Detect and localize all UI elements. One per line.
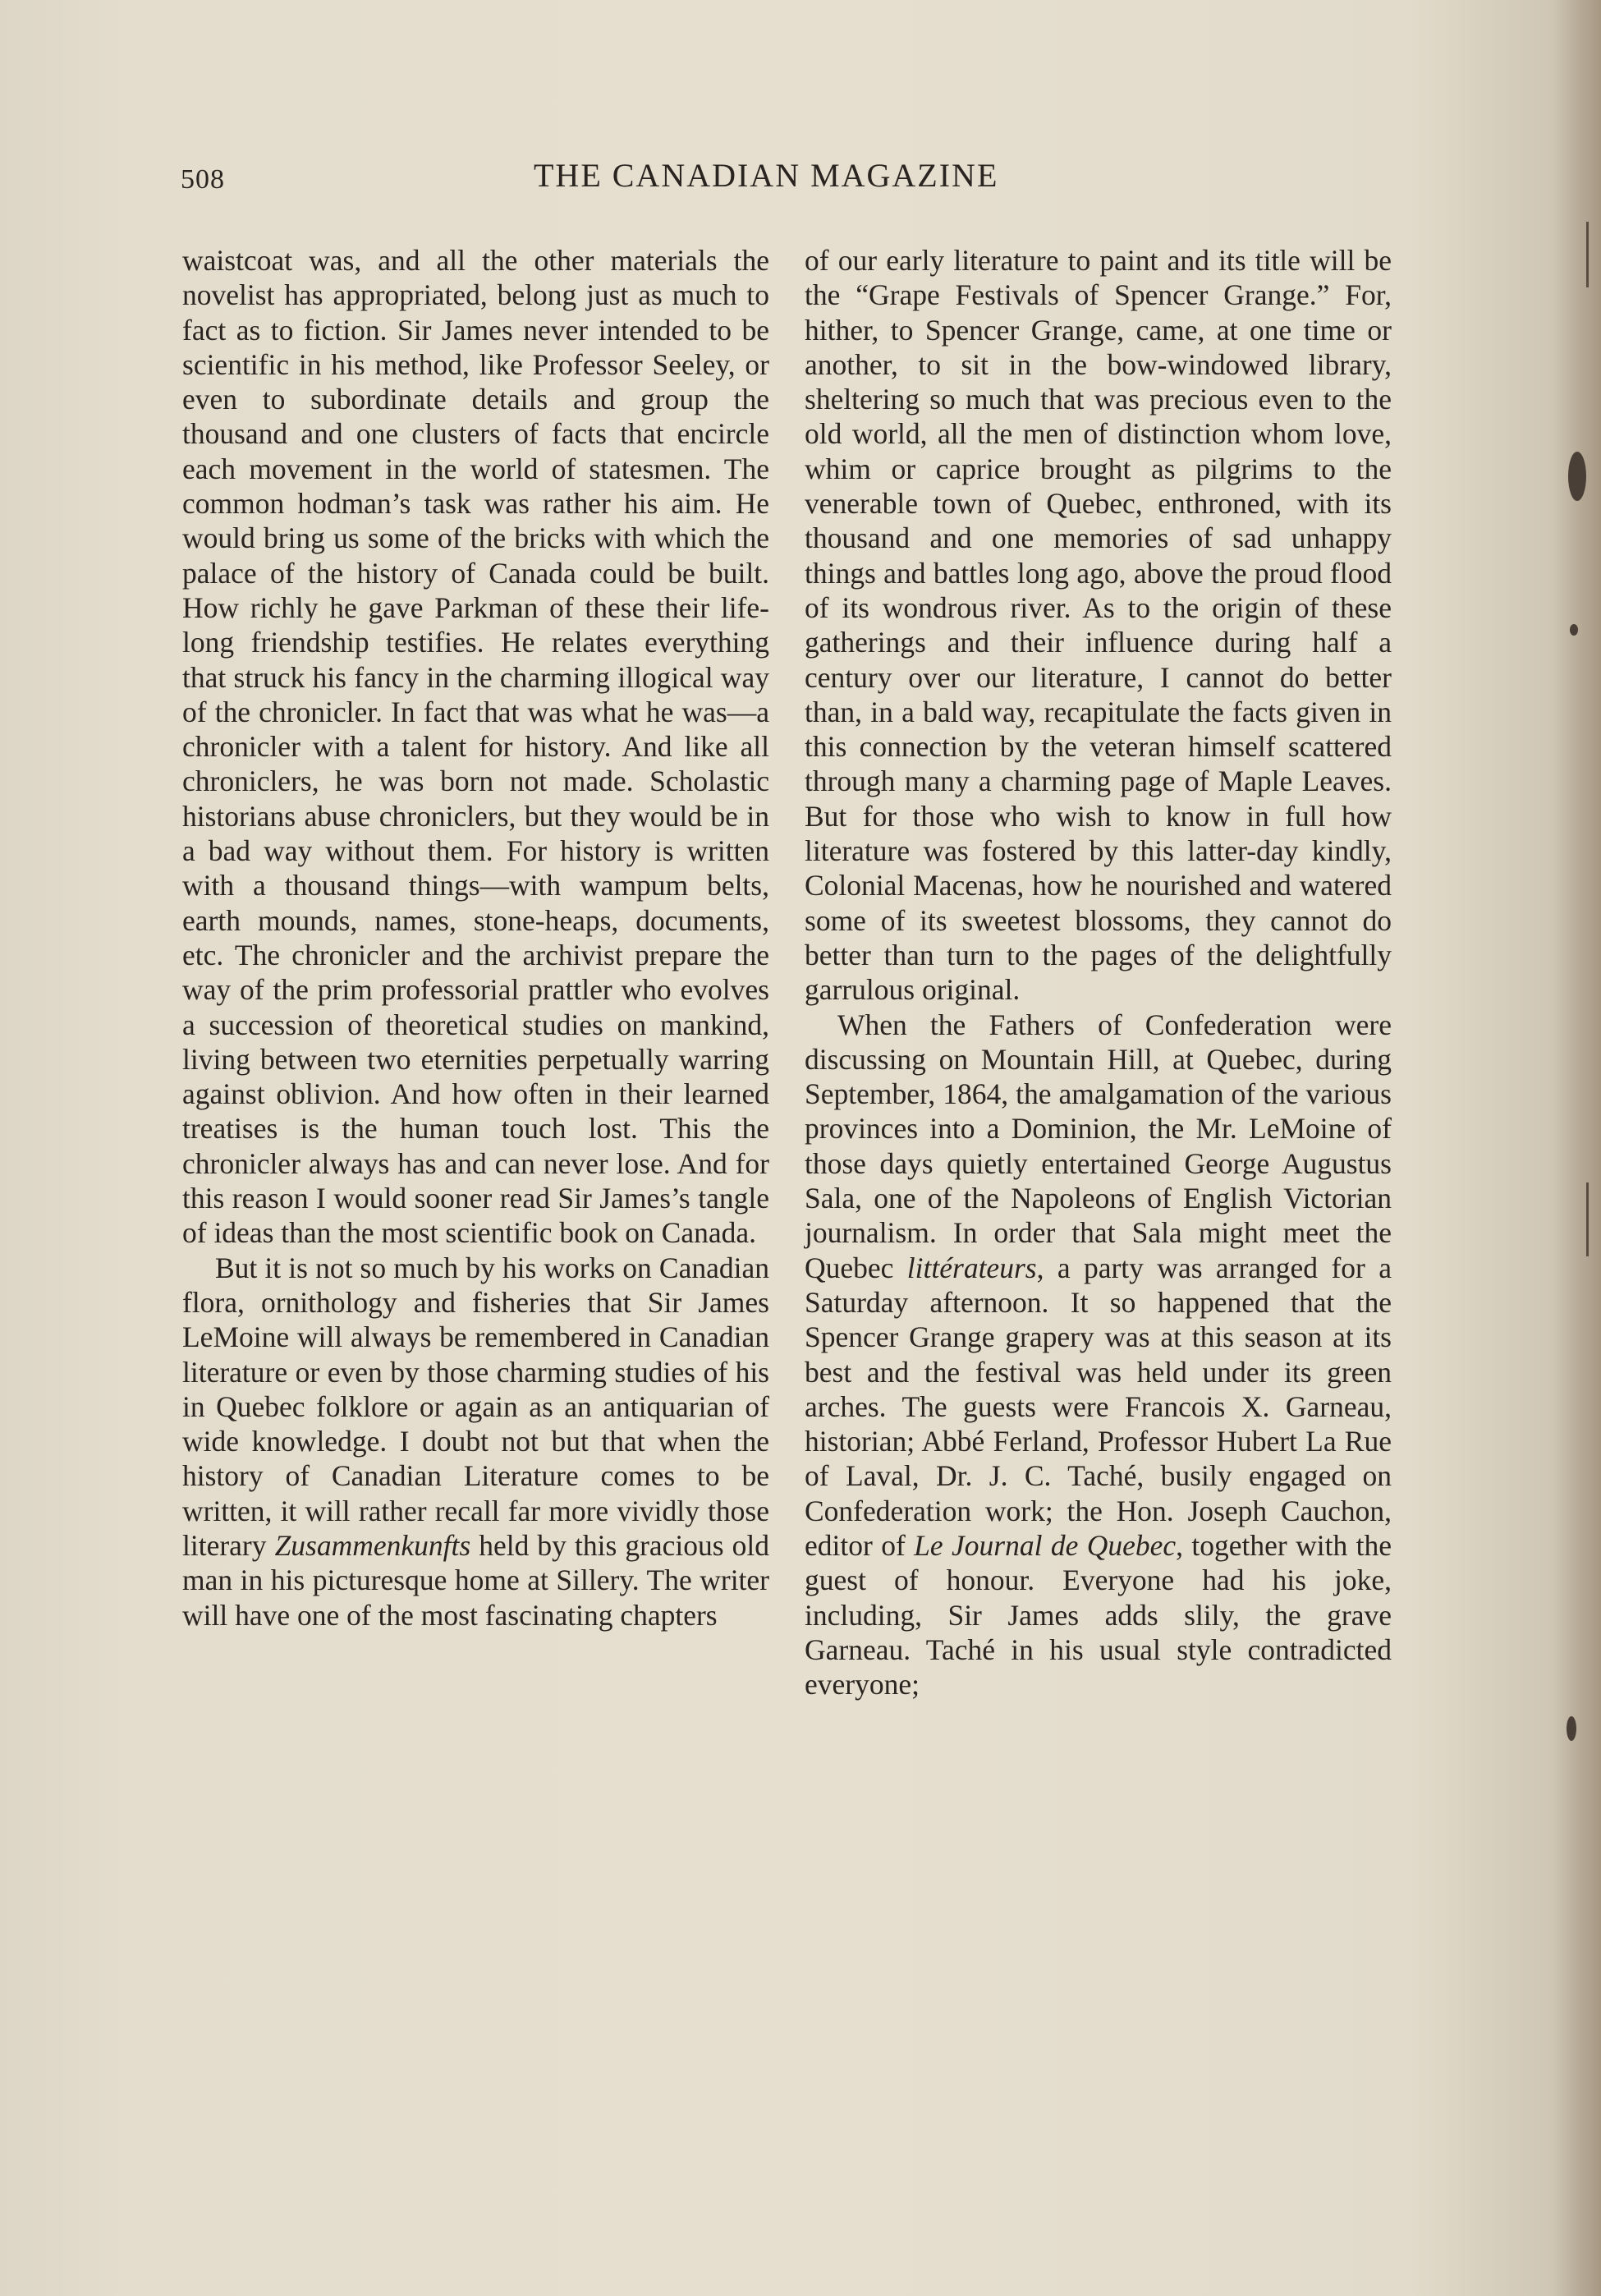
running-head: THE CANADIAN MAGAZINE — [534, 157, 999, 194]
left-paragraph-2 — [182, 1251, 769, 1632]
left-paragraph-1: waistcoat was, and all the other materials the novelist has appropriated, belong just as much to fact as to fiction. Sir James never intended to be scientific in his method, like Professor Seeley, or even to subordinate details and group the thousand and one clusters of facts that encircle each movement in the world of statesmen. The common hodman’s task was rather his aim. He would bring us some of the bricks with which the palace of the history of Canada could be built. How richly he gave Parkman of these their life-long friendship testifies. He relates everything that struck his fancy in the charming illogical way of the chronicler. In fact that was what he was—a chronicler with a talent for history. And like all chroniclers, he was born not made. Scholastic historians abuse chroniclers, but they would be in a bad way without them. For history is written with a thousand things—with wampum belts, earth mounds, names, stone-heaps, documents, etc. The chronicler and the archivist prepare the way of the prim professorial prattler who evolves a succession of theoretical studies on mankind, living between two eternities perpetually warring against oblivion. And how often in their learned treatises is the human touch lost. This the chronicler always has and can never lose. And for this reason I would sooner read Sir James’s tangle of ideas than the most scientific book on Canada. — [182, 244, 769, 1250]
right-paragraph-2-italic-1: littérateurs — [906, 1251, 1037, 1284]
right-paragraph-2 — [805, 1008, 1392, 1702]
right-paragraph-2-text-a: When the Fathers of Confederation were discussing on Mountain Hill, at Quebec, during September, 1864, the amalgamation of the various provinces into a Dominion, the Mr. LeMoine of those days quietly entertained George Augustus Sala, one of the Napoleons of English Victorian journalism. In order that Sala might meet the Quebec — [805, 1008, 1392, 1284]
right-paragraph-1: of our early literature to paint and its title will be the “Grape Festivals of Spencer Grange.” For, hither, to Spencer Grange, came, at one time or another, to sit in the bow-windowed library, sheltering so much that was precious even to the old world, all the men of distinction whom love, whim or caprice brought as pilgrims to the venerable town of Quebec, enthroned, with its thousand and one memories of sad unhappy things and battles long ago, above the proud flood of its wondrous river. As to the origin of these gatherings and their influence during half a century over our literature, I cannot do better than, in a bald way, recapitulate the facts given in this connection by the veteran himself scattered through many a charming page of Maple Leaves. But for those who wish to know in full how literature was fostered by this latter-day kindly, Colonial Macenas, how he nourished and watered some of its sweetest blossoms, they cannot do better than turn to the pages of the delightfully garrulous original. — [805, 244, 1392, 1007]
paper-blemish-2 — [1570, 624, 1578, 636]
margin-mark-2 — [1586, 1182, 1589, 1256]
right-paragraph-2-text-c: , together with the guest of honour. Everyone had his joke, including, Sir James adds slily, the grave Garneau. Taché in his usual style contradicted everyone; — [805, 1528, 1392, 1701]
right-paragraph-2-italic-2: Le Journal de Quebec — [914, 1528, 1177, 1562]
page-number: 508 — [181, 164, 225, 195]
right-column — [805, 243, 1392, 1701]
right-paragraph-2-text-b: , a party was arranged for a Saturday afternoon. It so happened that the Spencer Grange grapery was at this season at its best and the festival was held under its green arches. The guests were Francois X. Garneau, historian; Abbé Ferland, Professor Hubert La Rue of Laval, Dr. J. C. Taché, busily engaged on Confederation work; the Hon. Joseph Cauchon, editor of — [805, 1251, 1392, 1562]
page-edge-shadow — [1552, 0, 1601, 2296]
left-column — [182, 243, 769, 1632]
left-paragraph-2-text-b: held by this gracious old man in his picturesque home at Sillery. The writer will have one of the most fascinating chapters — [182, 1528, 770, 1632]
margin-mark-1 — [1586, 222, 1589, 287]
page-header — [181, 156, 1412, 205]
left-paragraph-2-text-a: But it is not so much by his works on Canadian flora, ornithology and fisheries that Sir James LeMoine will always be remembered in Canadian literature or even by those charming studies of his in Quebec folklore or again as an antiquarian of wide knowledge. I doubt not but that when the history of Canadian Literature comes to be written, it will rather recall far more vividly those literary — [182, 1251, 769, 1562]
paper-blemish-3 — [1567, 1716, 1576, 1741]
paper-blemish-1 — [1568, 452, 1586, 501]
left-paragraph-2-italic: Zusammenkunfts — [274, 1528, 471, 1562]
